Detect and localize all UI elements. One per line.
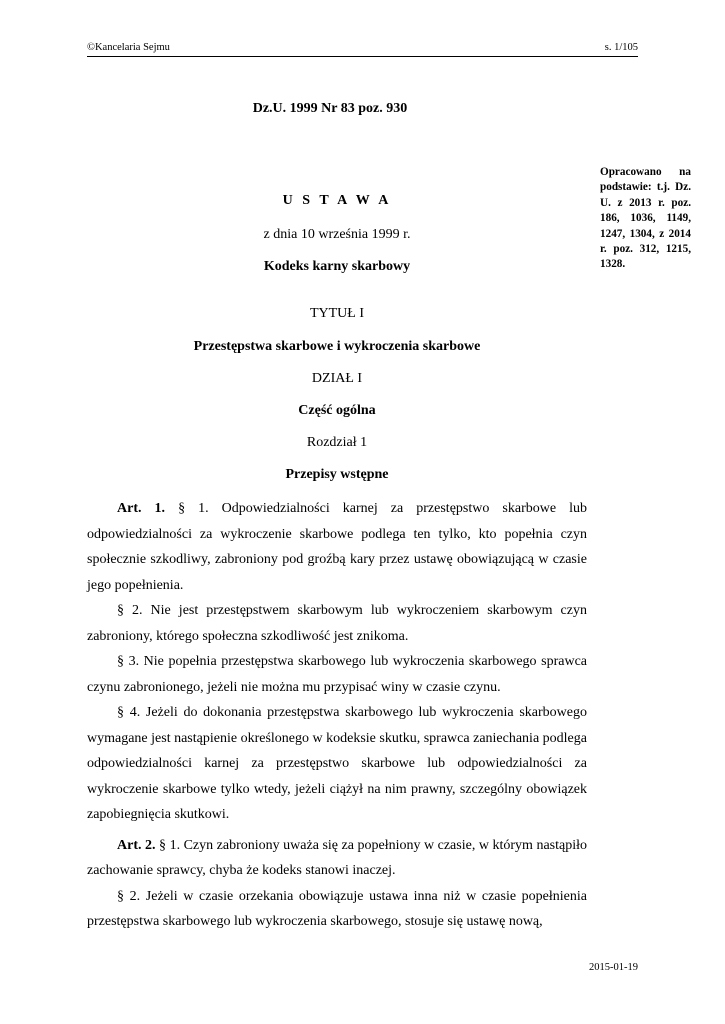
division-number: DZIAŁ I	[311, 371, 363, 386]
act-type-heading: U S T A W A	[282, 193, 392, 208]
art2-paragraph-2: § 2. Jeżeli w czasie orzekania obowiązuje ustawa inna niż w czasie popełnienia przestępstwa skarbowego lub wykroczenia skarbowego, stosuje się ustawę nową,	[87, 888, 587, 929]
page-number: s. 1/105	[604, 42, 638, 53]
art1-label: Art. 1.	[117, 501, 166, 516]
act-name: Kodeks karny skarbowy	[263, 259, 411, 274]
act-date: z dnia 10 września 1999 r.	[263, 227, 411, 242]
page-header	[87, 42, 638, 57]
art2-paragraph-1	[87, 833, 587, 884]
chapter-number: Rozdział 1	[306, 435, 368, 450]
art1-paragraph-2: § 2. Nie jest przestępstwem skarbowym lub wykroczeniem skarbowym czyn zabroniony, którego społeczna szkodliwość jest znikoma.	[87, 603, 587, 644]
title-name: Przestępstwa skarbowe i wykroczenia skarbowe	[193, 339, 481, 354]
art1-paragraph-4: § 4. Jeżeli do dokonania przestępstwa skarbowego lub wykroczenia skarbowego wymagane jest nastąpienie określonego w kodeksie skutku, sprawca zaniechania podlega odpowiedzialności karnej za przestępstwo skarbowe lub odpowiedzialności za wykroczenie skarbowe tylko wtedy, jeżeli ciążył na nim prawny, szczególny obowiązek zapobiegnięcia skutkowi.	[87, 705, 587, 822]
document-body	[87, 496, 587, 935]
art1-paragraph-1	[87, 496, 587, 598]
art2-p1-text: § 1. Czyn zabroniony uważa się za popełniony w czasie, w którym nastąpiło zachowanie sprawcy, chyba że kodeks stanowi inaczej.	[87, 837, 587, 878]
chapter-name: Przepisy wstępne	[285, 467, 389, 482]
journal-reference: Dz.U. 1999 Nr 83 poz. 930	[252, 101, 408, 116]
art2-label: Art. 2.	[117, 837, 156, 853]
division-name: Część ogólna	[298, 403, 376, 418]
art1-paragraph-3: § 3. Nie popełnia przestępstwa skarbowego lub wykroczenia skarbowego sprawca czynu zabronionego, jeżeli nie można mu przypisać winy w czasie czynu.	[87, 654, 587, 695]
title-number: TYTUŁ I	[309, 306, 365, 321]
source-side-note: Opracowano na podstawie: t.j. Dz. U. z 2013 r. poz. 186, 1036, 1149, 1247, 1304, z 2014 r. poz. 312, 1215, 1328.	[600, 166, 691, 271]
art1-p1-text: § 1. Odpowiedzialności karnej za przestępstwo skarbowe lub odpowiedzialności za wykroczenie skarbowe podlega ten tylko, kto popełnia czyn społecznie szkodliwy, zabroniony pod groźbą kary przez ustawę obowiązującą w czasie jego popełnienia.	[87, 501, 587, 593]
publisher-label: ©Kancelaria Sejmu	[87, 42, 170, 53]
footer-date: 2015-01-19	[589, 962, 638, 973]
